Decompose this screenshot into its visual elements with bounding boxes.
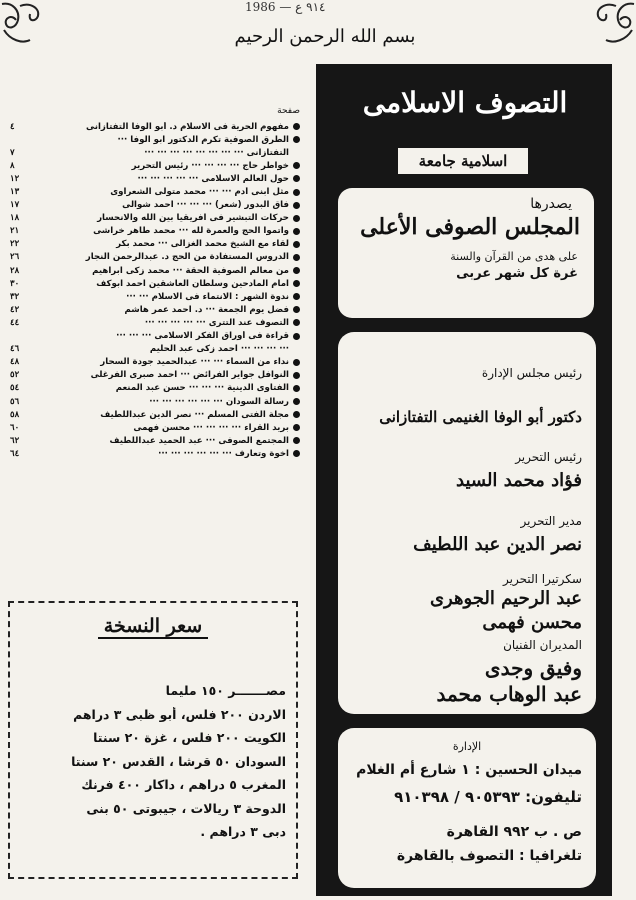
toc-item-page: ١٢ — [10, 173, 20, 184]
toc-item-title: الفتاوى الدينية ··· ··· ··· حسن عبد المنعم — [115, 383, 289, 394]
toc-item-page: ٦٢ — [10, 435, 20, 446]
toc-item-page: ٥٦ — [10, 396, 20, 407]
toc-item — [10, 225, 300, 238]
toc-item-title: حركات التبشير فى افريقيا بين الله والانحسار — [97, 213, 289, 224]
administration-telegraph: تلغرافيا : التصوف بالقاهرة — [396, 848, 582, 864]
toc-item — [10, 330, 300, 343]
price-line: المغرب ٥ دراهم ، داكار ٤٠٠ فرنك — [81, 777, 286, 792]
toc-item — [10, 133, 300, 146]
toc-item-title: نداء من السماء ··· ··· عبدالحميد جودة السحار — [100, 357, 289, 368]
toc-item-page: ١٨ — [10, 213, 20, 224]
toc-item-title: فاق البدور (شعر) ··· ··· ··· احمد شوالى — [122, 200, 289, 211]
price-line: مصـــــــر ١٥٠ مليما — [165, 683, 286, 698]
toc-item-page: ٦٠ — [10, 422, 20, 433]
toc-item-title: فضل يوم الجمعة ··· د. احمد عمر هاشم — [124, 304, 289, 315]
toc-item-title: ندوة الشهر : الانتماء فى الاسلام ··· ··· — [126, 291, 289, 302]
toc-item — [10, 369, 300, 382]
price-box — [8, 601, 298, 879]
toc-bullet-icon — [293, 189, 300, 196]
toc-item — [10, 395, 300, 408]
toc-item-page: ٣٢ — [10, 291, 20, 302]
toc-item-title: لقاء مع الشيخ محمد الغزالى ··· محمد بكر — [116, 239, 289, 250]
toc-item-title: مفهوم الحرية فى الاسلام د. أبو الوفا التفتازانى — [86, 121, 289, 132]
toc-item — [10, 434, 300, 447]
board-chair-name: دكتور أبو الوفا الغنيمى التفتازانى — [379, 408, 582, 426]
toc-bullet-icon — [293, 267, 300, 274]
toc-bullet-icon — [293, 215, 300, 222]
toc-item — [10, 303, 300, 316]
toc-item — [10, 146, 300, 159]
toc-item — [10, 421, 300, 434]
editor-in-chief-name: فؤاد محمد السيد — [456, 470, 582, 491]
administration-address: ميدان الحسين : ١ شارع أم الغلام — [356, 762, 582, 778]
toc-bullet-icon — [293, 398, 300, 405]
toc-item — [10, 120, 300, 133]
toc-item-title: الطرق الصوفية تكرم الدكتور ابو الوفا ··· — [117, 134, 289, 145]
toc-bullet-icon — [293, 385, 300, 392]
toc-bullet-icon — [293, 280, 300, 287]
toc-item-title: التفتازانى ··· ··· ··· ··· ··· ··· ··· ··· — [144, 147, 289, 158]
toc-item-title: مثل ابنى آدم ··· ··· محمد متولى الشعراوى — [110, 187, 289, 198]
toc-item-title: ··· ··· ··· ··· احمد زكى عبد الحليم — [149, 344, 289, 355]
managing-editor-label: مدير التحرير — [520, 514, 582, 528]
toc-item — [10, 251, 300, 264]
editor-in-chief-label: رئيس التحرير — [515, 450, 582, 464]
toc-item-page: ٦٤ — [10, 448, 20, 459]
toc-item — [10, 264, 300, 277]
administration-box — [338, 728, 596, 888]
secretary-name-1: عبد الرحيم الجوهرى — [429, 588, 582, 609]
toc-bullet-icon — [293, 202, 300, 209]
magazine-tagline: اسلامية جامعة — [398, 148, 528, 174]
toc-bullet-icon — [293, 437, 300, 444]
toc-item-page: ٥٢ — [10, 370, 20, 381]
toc-item — [10, 212, 300, 225]
toc-item-title: اخوة وتعارف ··· ··· ··· ··· ··· ··· — [158, 448, 289, 459]
price-line: الكويت ٢٠٠ فلس ، غزة ٢٠ سنتا — [93, 730, 286, 745]
toc-item-title: امام المادحين وسلطان العاشقين احمد ابوكف — [96, 278, 289, 289]
price-line: الدوحة ٣ ريالات ، جيبوتى ٥٠ بنى — [86, 800, 286, 816]
toc-item-page: ٤٤ — [10, 317, 20, 328]
toc-item-title: بريد القراء ··· ··· ··· ··· محسن فهمى — [133, 422, 289, 433]
toc-item-title: من معالم الصوفية الحقة ··· محمد زكى ابراهيم — [92, 265, 289, 276]
toc-item-title: قراءة فى أوراق الفكر الاسلامى ··· ··· ··· — [116, 331, 289, 342]
toc-item-page: ٧ — [10, 147, 15, 158]
administration-po-box: ص . ب ٩٩٢ القاهرة — [446, 824, 582, 840]
art-director-name-2: عبد الوهاب محمد — [436, 682, 582, 706]
toc-bullet-icon — [293, 136, 300, 143]
administration-phone: تليفون: ٩٠٥٣٩٣ / ٩١٠٣٩٨ — [394, 788, 582, 806]
toc-item — [10, 290, 300, 303]
toc-item-title: المجتمع الصوفى ··· عبد الحميد عبداللطيف — [109, 435, 289, 446]
magazine-title: التصوف الاسلامى — [362, 86, 568, 119]
toc-bullet-icon — [293, 254, 300, 261]
toc-item — [10, 316, 300, 329]
toc-item-page: ٥٨ — [10, 409, 20, 420]
toc-item-page: ٣٠ — [10, 278, 20, 289]
administration-label: الإدارة — [452, 740, 482, 753]
toc-item — [10, 185, 300, 198]
toc-item-page: ٤٨ — [10, 357, 20, 368]
toc-item-title: التصوف عند التترى ··· ··· ··· ··· ··· — [144, 317, 289, 328]
board-chair-label: رئيس مجلس الإدارة — [481, 366, 582, 380]
toc-item-title: الدروس المستفادة من الحج د. عبدالرحمن النجار — [85, 252, 289, 263]
toc-item — [10, 172, 300, 185]
issue-handwritten-mark: 1986 — ٩١٤ ع — [245, 0, 326, 14]
price-box-title: سعر النسخة — [98, 615, 208, 639]
toc-item-page: ٢٨ — [10, 265, 20, 276]
toc-page-heading: صفحة — [277, 106, 300, 116]
price-line: الاردن ٢٠٠ فلس، أبو ظبى ٣ دراهم — [73, 706, 286, 722]
toc-item-title: خواطر حاج ··· ··· ··· ··· رئيس التحرير — [131, 160, 289, 171]
price-lines — [20, 683, 286, 848]
toc-bullet-icon — [293, 359, 300, 366]
toc-bullet-icon — [293, 241, 300, 248]
price-line: دبى ٣ دراهم . — [200, 824, 286, 839]
corner-ornament-left-icon — [0, 0, 52, 48]
toc-item-page: ١٣ — [10, 187, 20, 198]
toc-list — [10, 120, 300, 460]
toc-item-title: مجلة الفتى المسلم ··· نصر الدين عبداللطيف — [100, 409, 289, 420]
toc-item-page: ١٧ — [10, 200, 20, 211]
price-line: السودان ٥٠ قرشا ، القدس ٢٠ سنتا — [71, 753, 286, 769]
toc-bullet-icon — [293, 450, 300, 457]
toc-bullet-icon — [293, 123, 300, 130]
toc-item — [10, 277, 300, 290]
toc-item-title: حول العالم الاسلامى ··· ··· ··· ··· ··· — [137, 173, 289, 184]
secretary-label: سكرتيرا التحرير — [503, 572, 582, 586]
toc-bullet-icon — [293, 346, 300, 353]
toc-item — [10, 382, 300, 395]
toc-bullet-icon — [293, 162, 300, 169]
toc-bullet-icon — [293, 175, 300, 182]
toc-item-title: النوافل جواير الفرائض ··· احمد صبرى الفرغلى — [90, 370, 289, 381]
toc-item-page: ٤ — [10, 121, 15, 132]
toc-item — [10, 343, 300, 356]
basmala: بسم الله الرحمن الرحيم — [234, 26, 416, 47]
toc-item — [10, 447, 300, 460]
toc-item — [10, 199, 300, 212]
publisher-name: المجلس الصوفى الأعلى — [360, 214, 580, 240]
toc-item-page: ٤٢ — [10, 304, 20, 315]
toc-item — [10, 159, 300, 172]
corner-ornament-right-icon — [584, 0, 636, 48]
toc-bullet-icon — [293, 333, 300, 340]
staff-box — [338, 332, 596, 714]
publication-frequency: غرة كل شهر عربى — [456, 266, 578, 281]
table-of-contents — [10, 106, 300, 576]
toc-item-page: ٢٢ — [10, 239, 20, 250]
toc-bullet-icon — [293, 319, 300, 326]
art-director-name-1: وفيق وجدى — [484, 656, 582, 680]
toc-item — [10, 408, 300, 421]
publisher-guidance: على هدى من القرآن والسنة — [450, 250, 578, 263]
publisher-box — [338, 188, 594, 318]
toc-bullet-icon — [293, 372, 300, 379]
toc-item-page: ٢٦ — [10, 252, 20, 263]
toc-bullet-icon — [293, 149, 300, 156]
toc-item-page: ٢١ — [10, 226, 20, 237]
toc-item-title: واتموا الحج والعمرة لله ··· محمد طاهر خراشى — [93, 226, 289, 237]
art-directors-label: المديران الفنيان — [503, 638, 582, 652]
publisher-intro: يصدرها — [530, 196, 572, 212]
toc-item — [10, 238, 300, 251]
toc-item — [10, 356, 300, 369]
secretary-name-2: محسن فهمى — [482, 612, 582, 633]
toc-bullet-icon — [293, 228, 300, 235]
toc-item-page: ٨ — [10, 160, 15, 171]
toc-bullet-icon — [293, 424, 300, 431]
managing-editor-name: نصر الدين عبد اللطيف — [413, 534, 582, 555]
toc-item-title: رسالة السودان ··· ··· ··· ··· ··· ··· — [149, 396, 289, 407]
toc-bullet-icon — [293, 306, 300, 313]
toc-item-page: ٤٦ — [10, 344, 20, 355]
toc-bullet-icon — [293, 411, 300, 418]
toc-item-page: ٥٤ — [10, 383, 20, 394]
toc-bullet-icon — [293, 293, 300, 300]
